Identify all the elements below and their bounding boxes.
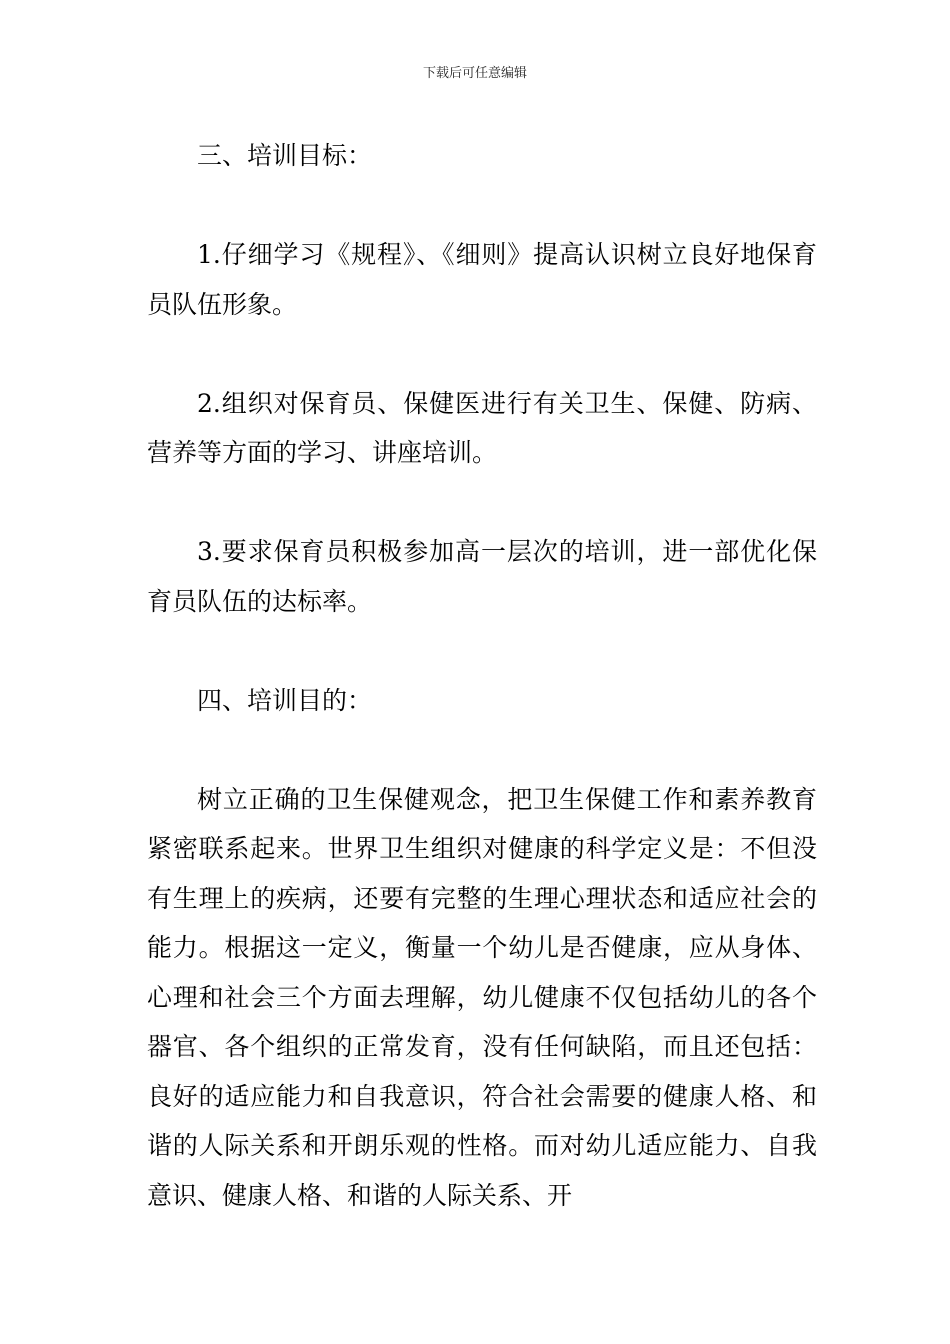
section-3-heading: 三、培训目标： xyxy=(197,141,373,170)
section-4-heading: 四、培训目的： xyxy=(197,685,373,715)
purpose-paragraph: 树立正确的卫生保健观念，把卫生保健工作和素养教育紧密联系起来。世界卫生组织对健康的科学定义是：不但没有生理上的疾病，还要有完整的生理心理状态和适应社会的能力。根据这一定义，衡量一个幼儿是否健康，应从身体、心理和社会三个方面去理解，幼儿健康不仅包括幼儿的各个器官、各个组织的正常发育，没有任何缺陷，而且还包括：良好的适应能力和自我意识，符合社会需要的健康人格、和谐的人际关系和开朗乐观的性格。而对幼儿适应能力、自我意识、健康人格、和谐的人际关系、开 xyxy=(147,784,817,1210)
document-body xyxy=(147,131,817,1220)
goal-item-2: 2.组织对保育员、保健医进行有关卫生、保健、防病、营养等方面的学习、讲座培训。 xyxy=(147,388,817,467)
goal-item-1: 1.仔细学习《规程》、《细则》提高认识树立良好地保育员队伍形象。 xyxy=(147,240,817,319)
goal-item-3: 3.要求保育员积极参加高一层次的培训，进一部优化保育员队伍的达标率。 xyxy=(147,537,817,616)
page-header-note: 下载后可任意编辑 xyxy=(422,66,527,81)
